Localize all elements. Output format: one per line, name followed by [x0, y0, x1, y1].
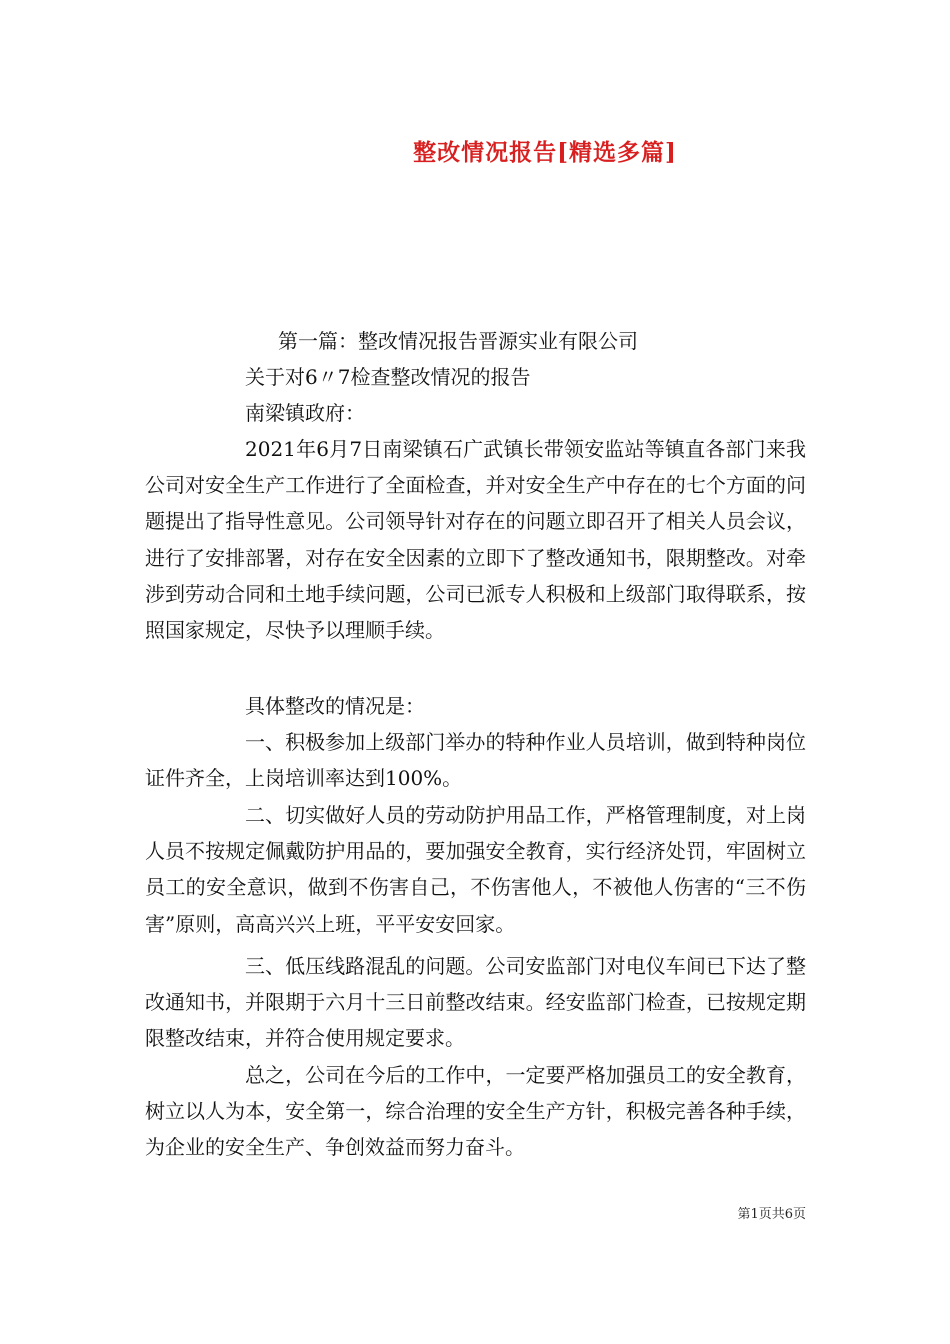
page-number: 第1页共6页: [737, 1207, 806, 1222]
body-paragraph-item-2: 二、切实做好人员的劳动防护用品工作，严格管理制度，对上岗人员不按规定佩戴防护用品的，要加强安全教育，实行经济处罚，牢固树立员工的安全意识，做到不伤害自己，不伤害他人，不被他人伤害的“三不伤害”原则，高高兴兴上班，平平安安回家。: [145, 803, 806, 936]
body-paragraph-details-lead: 具体整改的情况是：: [245, 694, 425, 718]
body-paragraph-item-1: 一、积极参加上级部门举办的特种作业人员培训，做到特种岗位证件齐全，上岗培训率达到100%。: [145, 730, 806, 791]
document-title: 整改情况报告[精选多篇]: [413, 139, 677, 166]
body-paragraph-item-3: 三、低压线路混乱的问题。公司安监部门对电仪车间已下达了整改通知书，并限期于六月十三日前整改结束。经安监部门检查，已按规定期限整改结束，并符合使用规定要求。: [145, 954, 806, 1051]
salutation: 南梁镇政府：: [245, 401, 365, 425]
body-paragraph-conclusion: 总之，公司在今后的工作中，一定要严格加强员工的安全教育，树立以人为本，安全第一，综合治理的安全生产方针，积极完善各种手续，为企业的安全生产、争创效益而努力奋斗。: [145, 1063, 806, 1160]
section-heading: 第一篇：整改情况报告晋源实业有限公司: [278, 329, 638, 353]
report-title: 关于对6〃7检查整改情况的报告: [245, 365, 531, 389]
body-paragraph-intro: 2021年6月7日南梁镇石广武镇长带领安监站等镇直各部门来我公司对安全生产工作进行了全面检查，并对安全生产中存在的七个方面的问题提出了指导性意见。公司领导针对存在的问题立即召开了相关人员会议，进行了安排部署，对存在安全因素的立即下了整改通知书，限期整改。对牵涉到劳动合同和土地手续问题，公司已派专人积极和上级部门取得联系，按照国家规定，尽快予以理顺手续。: [145, 437, 806, 643]
